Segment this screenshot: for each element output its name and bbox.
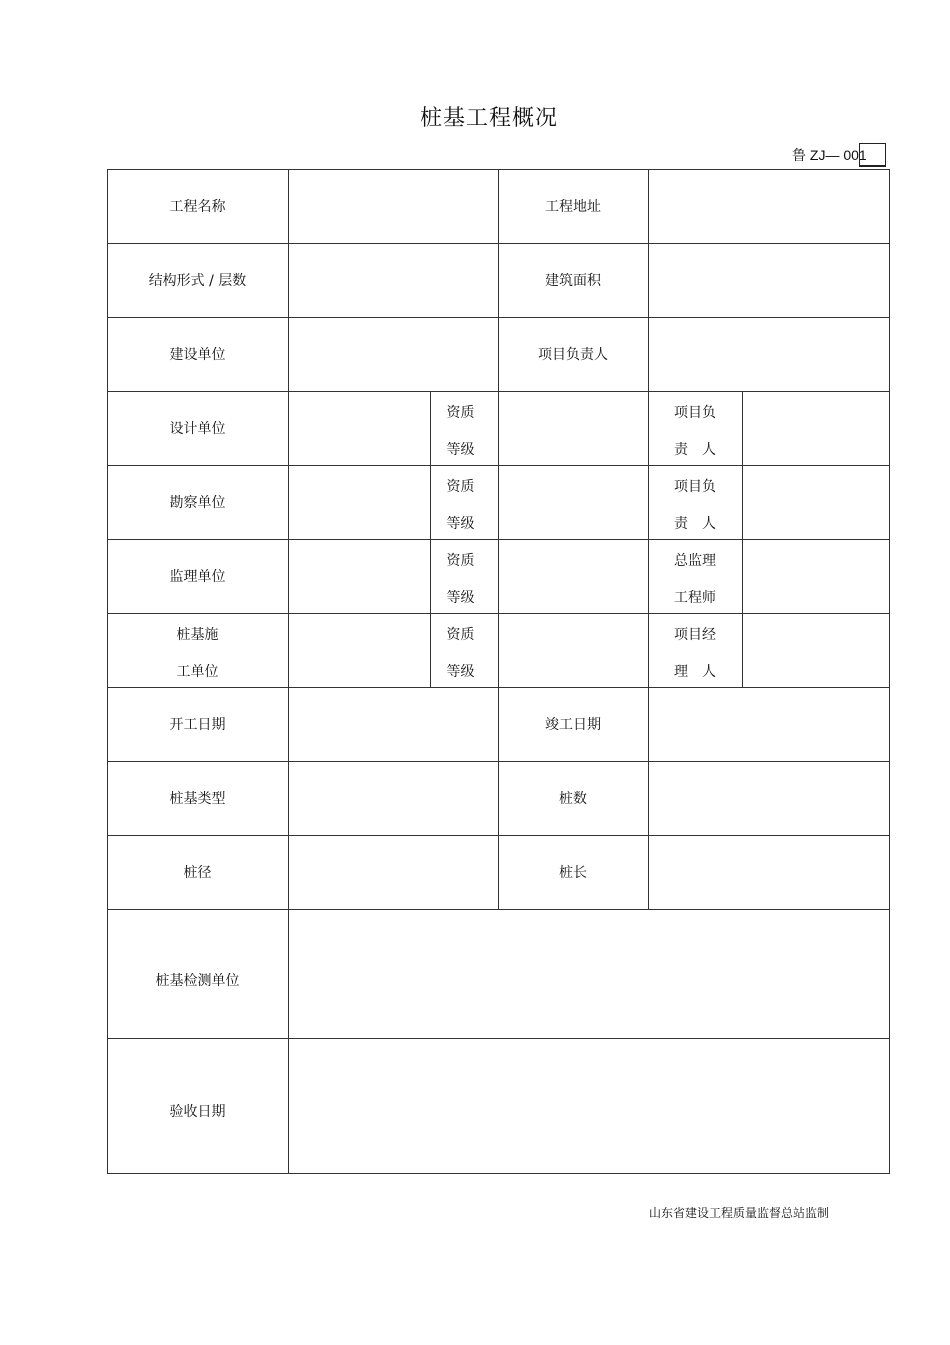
label-qualification-line2: 等级 bbox=[446, 442, 475, 458]
label-qualification bbox=[430, 395, 491, 469]
form-footer: 山东省建设工程质量监督总站监制 bbox=[649, 1206, 830, 1220]
form-title: 桩基工程概况 bbox=[419, 106, 558, 131]
table-rule bbox=[742, 391, 743, 688]
label-project-leader-line1: 项目负 bbox=[674, 405, 716, 421]
label-qualification-line1: 资质 bbox=[446, 627, 475, 643]
label-pile-contractor-line2: 工单位 bbox=[176, 664, 219, 680]
label-project-name: 工程名称 bbox=[169, 199, 226, 215]
label-chief-supervisor-line1: 总监理 bbox=[674, 553, 716, 569]
label-qualification-line1: 资质 bbox=[446, 553, 475, 569]
label-qualification-line2: 等级 bbox=[446, 516, 475, 532]
label-construction-unit: 建设单位 bbox=[169, 347, 226, 363]
label-qualification-line2: 等级 bbox=[446, 664, 475, 680]
label-project-manager-line2: 理 人 bbox=[674, 664, 716, 680]
label-pile-contractor bbox=[107, 617, 288, 691]
label-qualification bbox=[430, 543, 491, 617]
label-acceptance-date: 验收日期 bbox=[169, 1104, 226, 1120]
label-pile-count: 桩数 bbox=[559, 791, 587, 807]
label-building-area: 建筑面积 bbox=[545, 273, 601, 289]
table-rule bbox=[288, 169, 289, 1174]
label-design-unit: 设计单位 bbox=[169, 421, 226, 437]
label-project-leader-short bbox=[648, 469, 742, 543]
label-pile-contractor-line1: 桩基施 bbox=[176, 627, 219, 643]
pile-foundation-table bbox=[107, 169, 890, 1173]
label-project-manager-line1: 项目经 bbox=[674, 627, 716, 643]
form-code: 鲁 ZJ— 001 bbox=[792, 147, 867, 163]
label-pile-type: 桩基类型 bbox=[169, 791, 226, 807]
label-pile-length: 桩长 bbox=[559, 865, 587, 881]
label-qualification-line1: 资质 bbox=[446, 405, 475, 421]
label-project-leader-line1: 项目负 bbox=[674, 479, 716, 495]
label-pile-diameter: 桩径 bbox=[183, 865, 212, 881]
label-project-manager bbox=[648, 617, 742, 691]
label-project-leader-short bbox=[648, 395, 742, 469]
label-supervision-unit: 监理单位 bbox=[169, 569, 226, 585]
label-qualification bbox=[430, 469, 491, 543]
label-structure-floors: 结构形式 / 层数 bbox=[148, 273, 247, 289]
form-code-box bbox=[859, 143, 886, 167]
label-project-leader-line2: 责 人 bbox=[674, 516, 716, 532]
label-completion-date: 竣工日期 bbox=[545, 717, 601, 733]
label-survey-unit: 勘察单位 bbox=[169, 495, 226, 511]
label-project-address: 工程地址 bbox=[545, 199, 601, 215]
label-project-leader-line2: 责 人 bbox=[674, 442, 716, 458]
label-qualification-line1: 资质 bbox=[446, 479, 475, 495]
label-start-date: 开工日期 bbox=[169, 717, 226, 733]
label-qualification-line2: 等级 bbox=[446, 590, 475, 606]
label-chief-supervisor-line2: 工程师 bbox=[674, 590, 716, 606]
label-chief-supervisor bbox=[648, 543, 742, 617]
label-qualification bbox=[430, 617, 491, 691]
label-pile-testing-unit: 桩基检测单位 bbox=[155, 972, 240, 989]
label-project-leader: 项目负责人 bbox=[538, 347, 608, 363]
table-rule bbox=[889, 169, 890, 1174]
